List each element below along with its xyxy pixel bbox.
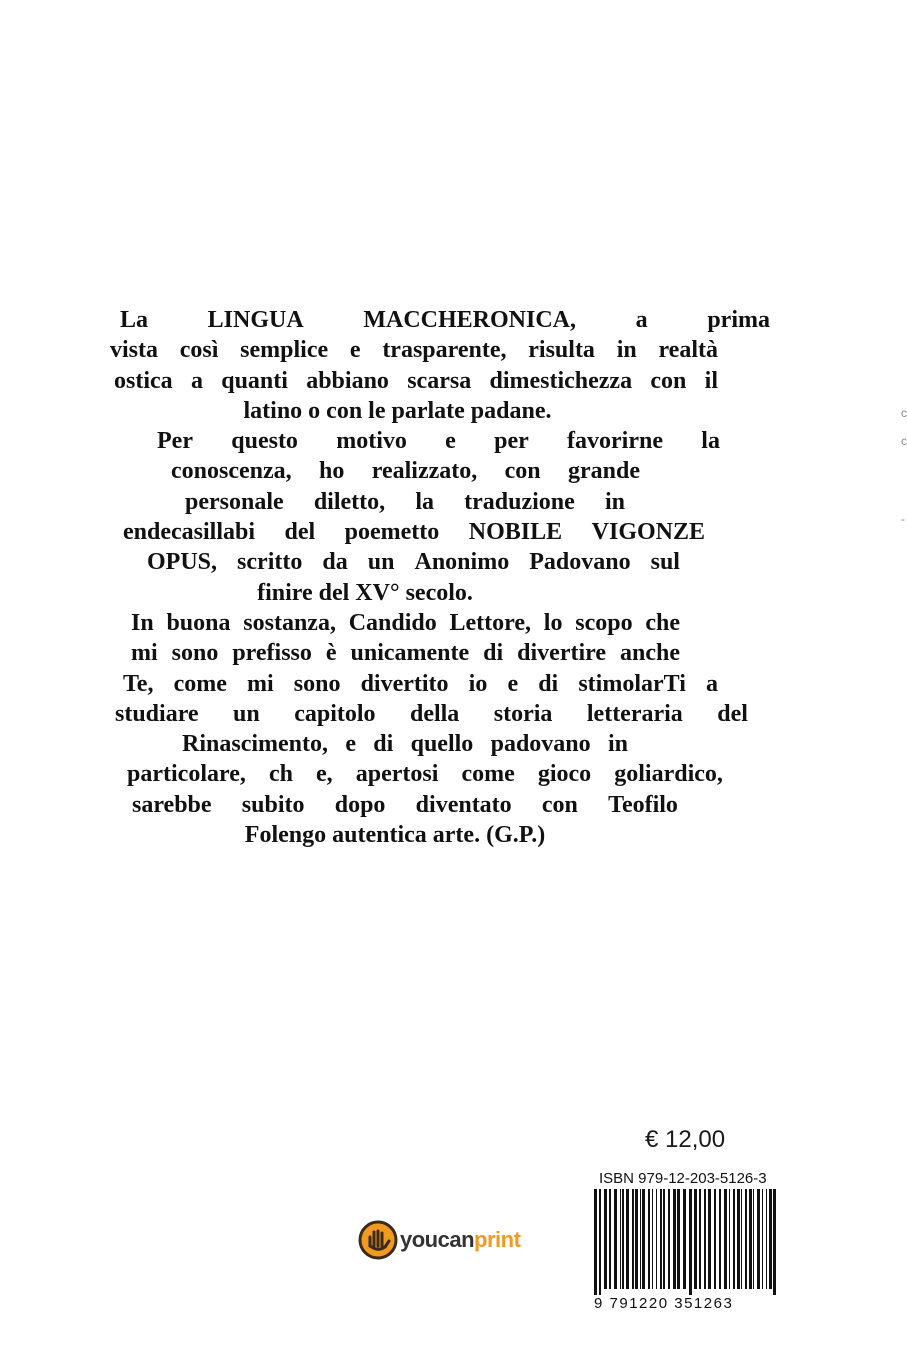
blurb-word: Te, <box>123 670 154 697</box>
blurb-word: dopo <box>334 791 386 818</box>
blurb-word: a <box>190 367 203 394</box>
blurb-word: così <box>179 337 219 364</box>
blurb-word: scritto <box>237 549 303 576</box>
blurb-word: MACCHERONICA, <box>363 307 577 333</box>
blurb-line <box>110 426 770 456</box>
blurb-word: grande <box>567 458 640 485</box>
blurb-word: poemetto <box>344 519 440 546</box>
blurb-word: del <box>284 519 316 546</box>
blurb-word: vista <box>110 337 158 364</box>
blurb-word: sono <box>293 670 341 697</box>
blurb-line: finire del XV° secolo. <box>257 579 473 606</box>
blurb-word: motivo <box>336 428 407 455</box>
blurb-word: particolare, <box>127 761 246 788</box>
blurb-word: con <box>541 791 578 818</box>
blurb-word: ho <box>319 458 345 485</box>
blurb-word: Per <box>157 428 193 455</box>
blurb-word: con <box>650 367 687 394</box>
barcode-bar <box>640 1189 641 1289</box>
youcanprint-hand-logo-icon <box>358 1220 398 1260</box>
barcode-bar <box>604 1189 607 1289</box>
blurb-word: del <box>717 700 748 727</box>
blurb-word: mi <box>131 640 158 667</box>
blurb-word: lo <box>543 609 563 636</box>
blurb-word: della <box>409 700 460 727</box>
barcode-number: 9 791220 351263 <box>594 1295 734 1312</box>
barcode-bar <box>663 1189 665 1289</box>
blurb-line <box>110 608 770 638</box>
blurb-line <box>110 487 770 517</box>
blurb-word: è <box>325 640 337 667</box>
barcode-bar <box>599 1189 601 1295</box>
blurb-word: realtà <box>658 337 718 364</box>
blurb-word: e <box>507 670 519 697</box>
barcode-bar <box>652 1189 653 1289</box>
blurb-word: divertire <box>517 640 607 667</box>
blurb-word: unicamente <box>350 640 470 667</box>
blurb-word: la <box>701 428 720 455</box>
blurb-word: letteraria <box>586 700 683 727</box>
blurb-word: OPUS, <box>147 549 218 576</box>
blurb-word: che <box>645 609 680 636</box>
blurb-word: quanti <box>221 367 288 394</box>
blurb-word: il <box>704 367 718 394</box>
edge-mark: c <box>901 406 907 420</box>
barcode-bar <box>677 1189 680 1289</box>
blurb-word: stimolarTi <box>578 670 686 697</box>
blurb-word: con <box>504 458 541 485</box>
blurb-word: scopo <box>575 609 633 636</box>
blurb-word: Lettore, <box>449 609 532 636</box>
blurb-word: apertosi <box>355 761 439 788</box>
barcode-bar <box>708 1189 711 1289</box>
barcode-bar <box>704 1189 706 1289</box>
blurb-word: semplice <box>240 337 329 364</box>
barcode-bar <box>660 1189 662 1289</box>
barcode-bar <box>673 1189 676 1289</box>
blurb-line <box>110 759 770 789</box>
barcode-bar <box>648 1189 650 1289</box>
isbn-text: ISBN 979-12-203-5126-3 <box>599 1170 767 1187</box>
blurb-word: buona <box>166 609 231 636</box>
barcode-bar <box>769 1189 772 1289</box>
blurb-word: e <box>349 337 361 364</box>
back-cover-blurb <box>110 305 770 850</box>
barcode-bar <box>689 1189 692 1295</box>
barcode-bar <box>766 1189 767 1289</box>
blurb-word: studiare <box>115 700 199 727</box>
barcode-bar <box>632 1189 634 1289</box>
barcode-bar <box>749 1189 752 1289</box>
blurb-word: scarsa <box>407 367 472 394</box>
barcode-bar <box>741 1189 742 1289</box>
blurb-word: Anonimo <box>414 549 510 576</box>
barcode-bar <box>737 1189 740 1289</box>
blurb-word: per <box>494 428 529 455</box>
blurb-word: Rinascimento, <box>182 731 328 758</box>
blurb-line <box>110 729 770 759</box>
barcode-bar <box>609 1189 611 1289</box>
publisher-logo <box>358 1218 520 1262</box>
barcode-bar <box>762 1189 763 1289</box>
barcode-bar <box>620 1189 621 1289</box>
blurb-line <box>110 638 770 668</box>
blurb-word: anche <box>620 640 680 667</box>
blurb-word: come <box>173 670 227 697</box>
blurb-word: un <box>233 700 260 727</box>
blurb-word: favorirne <box>567 428 663 455</box>
blurb-word: e <box>345 731 356 758</box>
blurb-word: ostica <box>114 367 173 394</box>
barcode-bar <box>733 1189 735 1289</box>
barcode-bar <box>729 1189 730 1289</box>
blurb-word: NOBILE <box>468 519 563 546</box>
isbn-barcode <box>594 1165 780 1325</box>
blurb-line <box>110 335 770 365</box>
barcode-bar <box>635 1189 638 1289</box>
blurb-word: in <box>607 731 628 758</box>
barcode-bar <box>656 1189 657 1289</box>
barcode-bar <box>753 1189 754 1289</box>
barcode-bar <box>773 1189 776 1295</box>
blurb-word: sul <box>650 549 680 576</box>
blurb-word: e <box>445 428 456 455</box>
blurb-line: latino o con le parlate padane. <box>243 397 552 424</box>
blurb-word: mi <box>246 670 274 697</box>
blurb-word: di <box>483 640 504 667</box>
blurb-word: conoscenza, <box>171 458 292 485</box>
blurb-word: traduzione <box>464 488 575 515</box>
blurb-word: sono <box>171 640 219 667</box>
edge-mark: - <box>901 512 905 526</box>
blurb-word: a <box>635 307 648 333</box>
blurb-word: diventato <box>415 791 512 818</box>
blurb-word: prima <box>707 307 770 333</box>
blurb-word: io <box>468 670 488 697</box>
blurb-word: come <box>461 761 515 788</box>
blurb-word: a <box>706 670 718 697</box>
publisher-name: youcanprint <box>400 1227 521 1252</box>
blurb-word: e, <box>316 761 333 788</box>
blurb-word: prefisso <box>232 640 312 667</box>
blurb-line <box>110 366 770 396</box>
blurb-line <box>110 790 770 820</box>
barcode-bar <box>668 1189 670 1289</box>
blurb-word: risulta <box>528 337 595 364</box>
barcode-bar <box>719 1189 721 1289</box>
blurb-word: in <box>616 337 637 364</box>
blurb-word: VIGONZE <box>591 519 705 546</box>
blurb-word: divertito <box>360 670 449 697</box>
barcode-bar <box>694 1189 697 1289</box>
blurb-word: sostanza, <box>243 609 336 636</box>
price-label: € 12,00 <box>645 1126 726 1153</box>
blurb-word: Candido <box>348 609 437 636</box>
blurb-line <box>110 517 770 547</box>
blurb-word: personale <box>185 488 284 515</box>
spine-edge-marks <box>896 400 907 540</box>
blurb-word: un <box>367 549 395 576</box>
barcode-bar <box>683 1189 686 1289</box>
barcode-bar <box>757 1189 760 1289</box>
blurb-word: in <box>604 488 625 515</box>
barcode-bar <box>699 1189 701 1289</box>
blurb-word: di <box>373 731 394 758</box>
blurb-word: goliardico, <box>614 761 723 788</box>
blurb-word: abbiano <box>306 367 389 394</box>
blurb-word: quello <box>410 731 474 758</box>
blurb-line: Folengo autentica arte. (G.P.) <box>244 822 546 849</box>
blurb-word: LINGUA <box>207 307 304 333</box>
blurb-line <box>110 456 770 486</box>
blurb-word: Padovano <box>529 549 631 576</box>
blurb-word: storia <box>493 700 553 727</box>
blurb-word: da <box>322 549 348 576</box>
blurb-line <box>110 547 770 577</box>
blurb-word: gioco <box>537 761 592 788</box>
blurb-word: ch <box>268 761 293 788</box>
blurb-word: diletto, <box>313 488 386 515</box>
blurb-word: In <box>131 609 154 636</box>
blurb-word: dimestichezza <box>489 367 633 394</box>
barcode-bar <box>642 1189 645 1289</box>
barcode-bar <box>622 1189 624 1289</box>
blurb-word: subito <box>241 791 305 818</box>
barcode-bar <box>745 1189 747 1289</box>
blurb-line <box>110 699 770 729</box>
edge-mark: c <box>901 434 907 448</box>
blurb-word: padovano <box>490 731 591 758</box>
blurb-word: La <box>120 307 149 333</box>
blurb-line <box>110 305 770 335</box>
barcode-bar <box>724 1189 727 1289</box>
barcode-bar <box>626 1189 629 1289</box>
barcode-bar <box>614 1189 617 1289</box>
blurb-word: realizzato, <box>371 458 478 485</box>
blurb-word: sarebbe <box>132 791 212 818</box>
blurb-word: la <box>415 488 434 515</box>
blurb-word: capitolo <box>294 700 376 727</box>
blurb-word: di <box>538 670 559 697</box>
barcode-bars <box>594 1189 780 1295</box>
blurb-line <box>110 669 770 699</box>
blurb-word: questo <box>231 428 298 455</box>
blurb-word: Teofilo <box>608 791 678 818</box>
blurb-word: endecasillabi <box>123 519 256 546</box>
barcode-bar <box>594 1189 597 1295</box>
blurb-word: trasparente, <box>382 337 507 364</box>
barcode-bar <box>714 1189 716 1289</box>
